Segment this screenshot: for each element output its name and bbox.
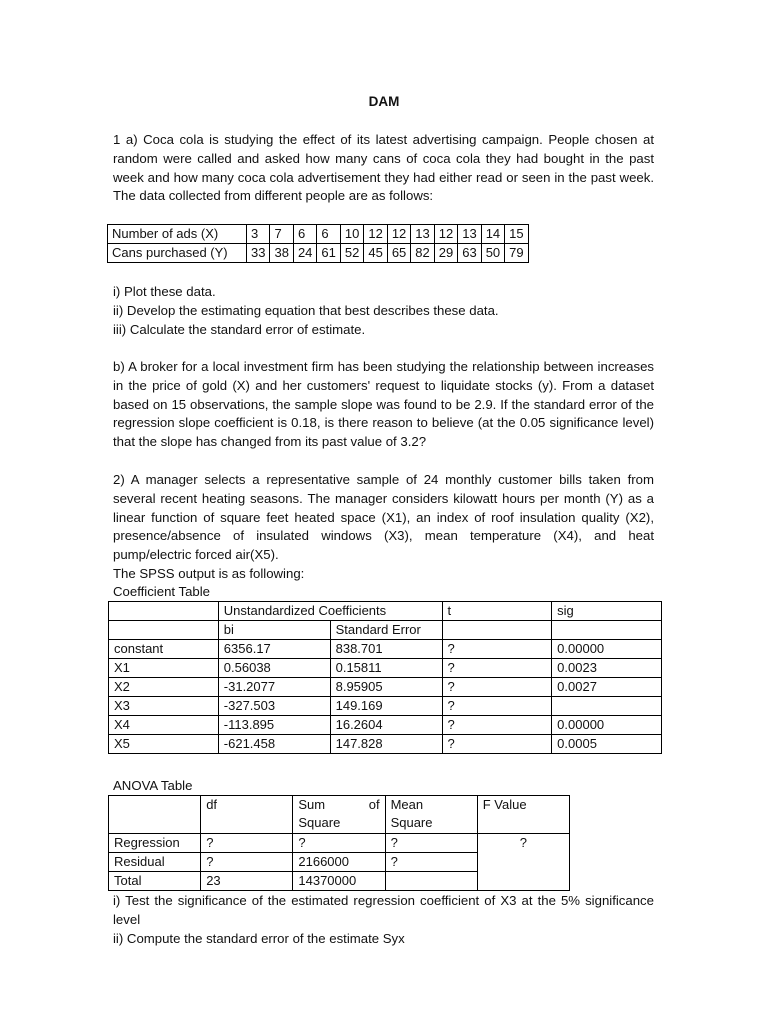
- anova-table-title: ANOVA Table: [113, 778, 193, 793]
- coef-name: X3: [109, 697, 219, 716]
- document-title: DAM: [368, 94, 400, 109]
- ads-y-cell: 29: [434, 244, 457, 263]
- ads-x-cell: 7: [270, 225, 293, 244]
- ads-y-cell: 79: [505, 244, 528, 263]
- anova-row: [109, 834, 570, 853]
- ads-data-table: [107, 224, 529, 263]
- anova-ms: ?: [385, 853, 477, 872]
- anova-ss: 2166000: [293, 853, 385, 872]
- coef-t: ?: [442, 640, 552, 659]
- anova-header-f: F Value: [477, 796, 569, 834]
- ads-y-cell: 65: [387, 244, 410, 263]
- anova-df: 23: [201, 872, 293, 891]
- coef-sig: 0.0005: [552, 735, 662, 754]
- ads-y-cell: 82: [411, 244, 434, 263]
- coef-subheader-blank: [109, 621, 219, 640]
- anova-header-ss-word: of: [368, 797, 380, 812]
- coef-header-sig: sig: [552, 602, 662, 621]
- coef-t: ?: [442, 735, 552, 754]
- coef-row: [109, 659, 662, 678]
- ads-y-cell: 50: [481, 244, 504, 263]
- anova-header-df: df: [201, 796, 293, 834]
- anova-name: Residual: [109, 853, 201, 872]
- coef-sig: 0.0027: [552, 678, 662, 697]
- coef-bi: -327.503: [218, 697, 330, 716]
- q1a-task: iii) Calculate the standard error of estimate.: [113, 321, 366, 337]
- ads-y-cell: 33: [247, 244, 270, 263]
- coef-bi: 6356.17: [218, 640, 330, 659]
- ads-y-cell: 45: [364, 244, 387, 263]
- q1a-intro: 1 a) Coca cola is studying the effect of its latest advertising campaign. People chosen at random were called and asked how many cans of coca cola they had bought in the past week and how many coca cola advertisement they had either read or seen in the past week. The data collected from different people are as follows:: [113, 132, 654, 204]
- coef-bi: -113.895: [218, 716, 330, 735]
- anova-name: Total: [109, 872, 201, 891]
- ads-x-cell: 3: [247, 225, 270, 244]
- ads-x-cell: 12: [434, 225, 457, 244]
- q1a-task: ii) Develop the estimating equation that best describes these data.: [113, 302, 499, 318]
- ads-x-cell: 13: [458, 225, 481, 244]
- anova-header-ms: [385, 796, 477, 834]
- anova-header-ss: [293, 796, 385, 834]
- coef-sig: 0.00000: [552, 640, 662, 659]
- coef-row: [109, 640, 662, 659]
- coef-sig: [552, 697, 662, 716]
- coef-se: 0.15811: [330, 659, 442, 678]
- anova-header-ss-line2: Square: [298, 815, 341, 830]
- anova-df: ?: [201, 853, 293, 872]
- coef-subheader-blank: [442, 621, 552, 640]
- coef-t: ?: [442, 659, 552, 678]
- coef-header-unstd: Unstandardized Coefficients: [218, 602, 442, 621]
- coef-bi: -31.2077: [218, 678, 330, 697]
- coef-bi: -621.458: [218, 735, 330, 754]
- coef-se: 8.95905: [330, 678, 442, 697]
- q2-task-1: i) Test the significance of the estimated regression coefficient of X3 at the 5% significance level: [113, 893, 654, 927]
- q2-task-2: ii) Compute the standard error of the estimate Syx: [113, 931, 405, 946]
- coefficient-table: [108, 601, 662, 754]
- ads-x-cell: 14: [481, 225, 504, 244]
- coef-header-t: t: [442, 602, 552, 621]
- coef-row: [109, 716, 662, 735]
- ads-x-cell: 10: [340, 225, 363, 244]
- anova-ss: 14370000: [293, 872, 385, 891]
- coef-se: 838.701: [330, 640, 442, 659]
- coef-name: X4: [109, 716, 219, 735]
- coef-se: 149.169: [330, 697, 442, 716]
- anova-ms: ?: [385, 834, 477, 853]
- coef-se: 147.828: [330, 735, 442, 754]
- ads-x-cell: 15: [505, 225, 528, 244]
- coef-header-bi: bi: [218, 621, 330, 640]
- coef-name: constant: [109, 640, 219, 659]
- ads-y-cell: 24: [293, 244, 316, 263]
- coef-header-row: [109, 602, 662, 621]
- ads-y-cell: 52: [340, 244, 363, 263]
- anova-name: Regression: [109, 834, 201, 853]
- coef-row: [109, 735, 662, 754]
- q1b-text: b) A broker for a local investment firm has been studying the relationship between increases in the price of gold (X) and her customers' request to liquidate stocks (y). From a dataset based on 15 observations, the sample slope was found to be 2.9. If the standard error of the regression slope coefficient is 0.18, is there reason to believe (at the 0.05 significance level) that the slope has changed from its past value of 3.2?: [113, 359, 654, 450]
- ads-y-label: Cans purchased (Y): [108, 244, 247, 263]
- anova-header-ms-line1: Mean: [390, 797, 424, 812]
- q1a-tasks: [113, 283, 654, 339]
- coef-t: ?: [442, 716, 552, 735]
- coef-t: ?: [442, 697, 552, 716]
- anova-header-ss-word: Sum: [298, 797, 326, 812]
- anova-f-value: ?: [477, 834, 569, 891]
- anova-header-row: [109, 796, 570, 834]
- ads-y-cell: 61: [317, 244, 340, 263]
- ads-x-cell: 12: [387, 225, 410, 244]
- anova-header-blank: [109, 796, 201, 834]
- coef-sig: 0.00000: [552, 716, 662, 735]
- coef-row: [109, 678, 662, 697]
- anova-header-ms-line2: Square: [390, 815, 433, 830]
- ads-x-cell: 6: [317, 225, 340, 244]
- coef-bi: 0.56038: [218, 659, 330, 678]
- q2-text: 2) A manager selects a representative sample of 24 monthly customer bills taken from several recent heating seasons. The manager considers kilowatt hours per month (Y) as a linear function of square feet heated space (X1), an index of roof insulation quality (X2), presence/absence of insulated windows (X3), mean temperature (X4), and heat pump/electric forced air(X5).: [113, 472, 654, 563]
- coef-sig: 0.0023: [552, 659, 662, 678]
- coef-t: ?: [442, 678, 552, 697]
- anova-ms: [385, 872, 477, 891]
- ads-row-x: [108, 225, 529, 244]
- coef-table-title: Coefficient Table: [113, 584, 211, 599]
- ads-y-cell: 38: [270, 244, 293, 263]
- coef-subheader-row: [109, 621, 662, 640]
- coef-header-se: Standard Error: [330, 621, 442, 640]
- coef-header-blank: [109, 602, 219, 621]
- coef-name: X1: [109, 659, 219, 678]
- coef-row: [109, 697, 662, 716]
- ads-row-y: [108, 244, 529, 263]
- ads-x-cell: 12: [364, 225, 387, 244]
- ads-y-cell: 63: [458, 244, 481, 263]
- coef-subheader-blank: [552, 621, 662, 640]
- anova-table: [108, 795, 570, 891]
- anova-ss: ?: [293, 834, 385, 853]
- anova-header-ss-line1: [298, 796, 379, 814]
- ads-x-cell: 13: [411, 225, 434, 244]
- ads-x-cell: 6: [293, 225, 316, 244]
- anova-df: ?: [201, 834, 293, 853]
- coef-name: X5: [109, 735, 219, 754]
- q2-spss-line: The SPSS output is as following:: [113, 566, 305, 581]
- ads-x-label: Number of ads (X): [108, 225, 247, 244]
- coef-se: 16.2604: [330, 716, 442, 735]
- coef-name: X2: [109, 678, 219, 697]
- q1a-task: i) Plot these data.: [113, 284, 216, 299]
